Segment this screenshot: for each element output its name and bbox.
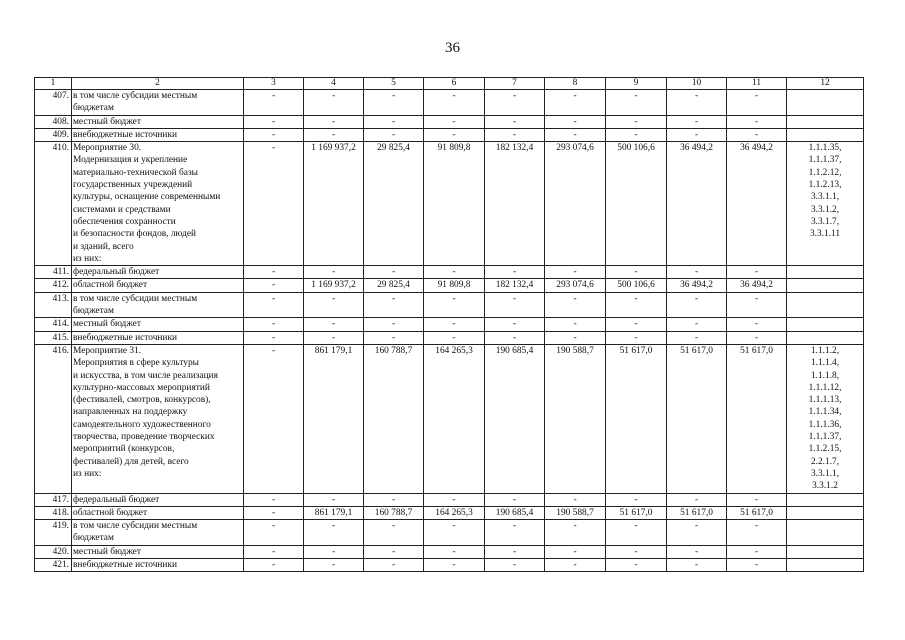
table-row	[35, 520, 864, 546]
column-number-row	[35, 78, 864, 90]
indicator-ref: 1.1.1.34,	[808, 407, 842, 418]
description-line: обеспечения сохранности	[73, 216, 176, 227]
description-line: Мероприятие 31.	[73, 345, 142, 356]
description-line: фестивалей) для детей, всего	[73, 456, 189, 467]
value-cell: -	[727, 520, 787, 546]
indicator-ref: 3.3.1.7,	[810, 216, 840, 227]
value-cell: 190 588,7	[545, 506, 606, 519]
value-cell: -	[485, 545, 545, 558]
indicator-refs	[787, 558, 864, 571]
value-cell: -	[727, 266, 787, 279]
description-line: культуры, оснащение современными	[73, 192, 221, 203]
value-cell: -	[727, 115, 787, 128]
row-number: 410.	[35, 142, 72, 266]
row-number: 414.	[35, 318, 72, 331]
value-cell: 160 788,7	[364, 344, 424, 493]
value-cell: 91 809,8	[424, 279, 485, 292]
description-line: государственных учреждений	[73, 180, 193, 191]
value-cell: -	[304, 90, 364, 116]
table-row	[35, 90, 864, 116]
value-cell: 861 179,1	[304, 506, 364, 519]
value-cell: -	[727, 128, 787, 141]
indicator-ref: 1.1.2.13,	[808, 180, 842, 191]
row-number: 418.	[35, 506, 72, 519]
description-line: внебюджетные источники	[73, 332, 178, 343]
indicator-refs	[787, 142, 864, 266]
value-cell: -	[606, 545, 667, 558]
description-line: и искусства, в том числе реализация	[73, 370, 218, 381]
description-line: местный бюджет	[73, 546, 141, 557]
indicator-ref: 3.3.1.2,	[810, 204, 840, 215]
value-cell: -	[244, 128, 304, 141]
value-cell: -	[364, 292, 424, 318]
value-cell: 51 617,0	[667, 506, 727, 519]
column-header: 2	[72, 78, 244, 90]
value-cell: -	[545, 128, 606, 141]
value-cell: -	[545, 545, 606, 558]
indicator-ref: 2.2.1.7,	[810, 456, 840, 467]
row-number: 417.	[35, 493, 72, 506]
indicator-ref: 1.1.1.12,	[808, 382, 842, 393]
value-cell: -	[244, 331, 304, 344]
value-cell: -	[667, 520, 727, 546]
table-row	[35, 331, 864, 344]
description-line: творчества, проведение творческих	[73, 432, 215, 443]
column-header: 9	[606, 78, 667, 90]
value-cell: -	[304, 520, 364, 546]
value-cell: -	[606, 493, 667, 506]
value-cell: 164 265,3	[424, 344, 485, 493]
value-cell: -	[545, 90, 606, 116]
value-cell: -	[545, 115, 606, 128]
value-cell: -	[606, 128, 667, 141]
value-cell: -	[364, 128, 424, 141]
indicator-ref: 3.3.1.1,	[810, 192, 840, 203]
value-cell: -	[485, 266, 545, 279]
value-cell: -	[667, 493, 727, 506]
value-cell: -	[727, 493, 787, 506]
value-cell: -	[424, 558, 485, 571]
value-cell: 190 588,7	[545, 344, 606, 493]
table-row	[35, 493, 864, 506]
table-row	[35, 279, 864, 292]
value-cell: -	[424, 318, 485, 331]
value-cell: -	[606, 266, 667, 279]
value-cell: 1 169 937,2	[304, 142, 364, 266]
value-cell: -	[244, 266, 304, 279]
table-row	[35, 128, 864, 141]
value-cell: -	[727, 90, 787, 116]
indicator-ref: 3.3.1.1,	[810, 468, 840, 479]
table-row	[35, 142, 864, 266]
value-cell: -	[364, 493, 424, 506]
value-cell: -	[545, 520, 606, 546]
indicator-ref: 3.3.1.11	[809, 229, 841, 240]
value-cell: -	[667, 115, 727, 128]
value-cell: -	[545, 318, 606, 331]
description-line: Модернизация и укрепление	[73, 155, 188, 166]
value-cell: 51 617,0	[606, 344, 667, 493]
indicator-ref: 1.1.1.36,	[808, 419, 842, 430]
value-cell: -	[727, 545, 787, 558]
page-number: 36	[445, 40, 460, 56]
value-cell: -	[727, 558, 787, 571]
value-cell: -	[244, 493, 304, 506]
value-cell: -	[424, 115, 485, 128]
value-cell: -	[545, 331, 606, 344]
row-description	[72, 318, 244, 331]
value-cell: -	[244, 90, 304, 116]
value-cell: -	[244, 318, 304, 331]
value-cell: -	[667, 558, 727, 571]
value-cell: -	[606, 558, 667, 571]
description-line: бюджетам	[73, 103, 114, 114]
value-cell: -	[304, 115, 364, 128]
value-cell: -	[424, 331, 485, 344]
value-cell: 190 685,4	[485, 344, 545, 493]
value-cell: -	[606, 331, 667, 344]
value-cell: -	[727, 292, 787, 318]
value-cell: -	[424, 520, 485, 546]
column-header: 10	[667, 78, 727, 90]
description-line: из них:	[73, 253, 102, 264]
description-line: самодеятельного художественного	[73, 419, 211, 430]
value-cell: -	[304, 493, 364, 506]
indicator-ref: 1.1.2.12,	[808, 167, 842, 178]
value-cell: -	[304, 128, 364, 141]
table-row	[35, 318, 864, 331]
value-cell: -	[485, 520, 545, 546]
description-line: мероприятий (конкурсов,	[73, 444, 175, 455]
value-cell: 164 265,3	[424, 506, 485, 519]
value-cell: -	[244, 292, 304, 318]
row-number: 420.	[35, 545, 72, 558]
description-line: системами и средствами	[73, 204, 171, 215]
value-cell: -	[244, 506, 304, 519]
value-cell: 500 106,6	[606, 142, 667, 266]
value-cell: -	[244, 558, 304, 571]
indicator-refs	[787, 115, 864, 128]
value-cell: -	[667, 266, 727, 279]
row-number: 419.	[35, 520, 72, 546]
indicator-refs	[787, 90, 864, 116]
indicator-ref: 1.1.1.37,	[808, 432, 842, 443]
value-cell: 29 825,4	[364, 279, 424, 292]
description-line: материально-технической базы	[73, 167, 198, 178]
value-cell: -	[364, 520, 424, 546]
column-header: 11	[727, 78, 787, 90]
value-cell: -	[667, 90, 727, 116]
value-cell: -	[606, 520, 667, 546]
row-description	[72, 520, 244, 546]
row-description	[72, 266, 244, 279]
row-number: 415.	[35, 331, 72, 344]
value-cell: -	[244, 115, 304, 128]
indicator-refs	[787, 266, 864, 279]
description-line: местный бюджет	[73, 116, 141, 127]
value-cell: -	[304, 266, 364, 279]
value-cell: -	[485, 90, 545, 116]
row-description	[72, 292, 244, 318]
description-line: бюджетам	[73, 306, 114, 317]
row-description	[72, 128, 244, 141]
indicator-ref: 1.1.1.37,	[808, 155, 842, 166]
row-number: 407.	[35, 90, 72, 116]
value-cell: -	[606, 115, 667, 128]
row-description	[72, 545, 244, 558]
value-cell: -	[606, 318, 667, 331]
value-cell: -	[485, 558, 545, 571]
description-line: (фестивалей, смотров, конкурсов),	[73, 395, 211, 406]
row-description	[72, 493, 244, 506]
value-cell: -	[485, 318, 545, 331]
value-cell: -	[244, 545, 304, 558]
indicator-refs	[787, 344, 864, 493]
value-cell: 500 106,6	[606, 279, 667, 292]
description-line: внебюджетные источники	[73, 559, 178, 570]
indicator-ref: 1.1.1.2,	[810, 345, 840, 356]
value-cell: -	[485, 115, 545, 128]
value-cell: -	[545, 292, 606, 318]
table-row	[35, 344, 864, 493]
description-line: Мероприятие 30.	[73, 143, 142, 154]
column-header: 12	[787, 78, 864, 90]
indicator-refs	[787, 506, 864, 519]
indicator-ref: 1.1.1.8,	[810, 370, 840, 381]
value-cell: 36 494,2	[727, 142, 787, 266]
description-line: и зданий, всего	[73, 241, 134, 252]
value-cell: -	[364, 115, 424, 128]
value-cell: -	[485, 493, 545, 506]
indicator-refs	[787, 520, 864, 546]
value-cell: -	[424, 493, 485, 506]
row-description	[72, 115, 244, 128]
description-line: в том числе субсидии местным	[73, 293, 198, 304]
indicator-refs	[787, 279, 864, 292]
description-line: федеральный бюджет	[73, 267, 160, 278]
description-line: в том числе субсидии местным	[73, 91, 198, 101]
indicator-refs	[787, 331, 864, 344]
value-cell: -	[424, 266, 485, 279]
value-cell: -	[485, 128, 545, 141]
value-cell: -	[667, 318, 727, 331]
description-line: бюджетам	[73, 533, 114, 544]
value-cell: 51 617,0	[606, 506, 667, 519]
row-description	[72, 331, 244, 344]
value-cell: -	[304, 558, 364, 571]
table-row	[35, 558, 864, 571]
description-line: и безопасности фондов, людей	[73, 229, 197, 240]
table-row	[35, 266, 864, 279]
value-cell: 182 132,4	[485, 279, 545, 292]
value-cell: -	[304, 331, 364, 344]
value-cell: -	[485, 292, 545, 318]
value-cell: -	[727, 331, 787, 344]
indicator-refs	[787, 493, 864, 506]
value-cell: -	[545, 266, 606, 279]
value-cell: -	[667, 545, 727, 558]
description-line: областной бюджет	[73, 280, 148, 291]
value-cell: 51 617,0	[667, 344, 727, 493]
indicator-ref: 1.1.1.4,	[810, 358, 840, 369]
indicator-refs	[787, 318, 864, 331]
indicator-ref: 1.1.1.13,	[808, 395, 842, 406]
value-cell: -	[304, 318, 364, 331]
value-cell: 160 788,7	[364, 506, 424, 519]
column-header: 6	[424, 78, 485, 90]
value-cell: -	[424, 128, 485, 141]
column-header: 5	[364, 78, 424, 90]
value-cell: -	[545, 558, 606, 571]
row-description	[72, 279, 244, 292]
row-number: 421.	[35, 558, 72, 571]
column-header: 8	[545, 78, 606, 90]
value-cell: -	[424, 90, 485, 116]
value-cell: -	[304, 545, 364, 558]
description-line: направленных на поддержку	[73, 407, 188, 418]
column-header: 7	[485, 78, 545, 90]
value-cell: 36 494,2	[667, 279, 727, 292]
value-cell: -	[304, 292, 364, 318]
indicator-refs	[787, 545, 864, 558]
value-cell: 182 132,4	[485, 142, 545, 266]
indicator-ref: 1.1.1.35,	[808, 143, 842, 154]
table-row	[35, 115, 864, 128]
row-number: 409.	[35, 128, 72, 141]
value-cell: 29 825,4	[364, 142, 424, 266]
value-cell: 36 494,2	[667, 142, 727, 266]
column-header: 4	[304, 78, 364, 90]
indicator-refs	[787, 292, 864, 318]
table-body	[35, 90, 864, 572]
value-cell: -	[424, 545, 485, 558]
budget-table	[34, 77, 864, 572]
value-cell: 861 179,1	[304, 344, 364, 493]
value-cell: -	[545, 493, 606, 506]
value-cell: 293 074,6	[545, 279, 606, 292]
value-cell: 51 617,0	[727, 506, 787, 519]
description-line: местный бюджет	[73, 319, 141, 330]
value-cell: 36 494,2	[727, 279, 787, 292]
value-cell: -	[244, 142, 304, 266]
table-row	[35, 506, 864, 519]
column-header: 3	[244, 78, 304, 90]
description-line: внебюджетные источники	[73, 129, 178, 140]
value-cell: -	[364, 318, 424, 331]
description-line: культурно-массовых мероприятий	[73, 382, 210, 393]
value-cell: -	[727, 318, 787, 331]
indicator-refs	[787, 128, 864, 141]
table-row	[35, 545, 864, 558]
row-description	[72, 90, 244, 116]
value-cell: -	[485, 331, 545, 344]
value-cell: 1 169 937,2	[304, 279, 364, 292]
row-number: 416.	[35, 344, 72, 493]
value-cell: -	[606, 90, 667, 116]
row-description	[72, 506, 244, 519]
indicator-ref: 1.1.2.15,	[808, 444, 842, 455]
value-cell: -	[364, 558, 424, 571]
row-description	[72, 142, 244, 266]
value-cell: -	[606, 292, 667, 318]
value-cell: -	[667, 331, 727, 344]
description-line: Мероприятия в сфере культуры	[73, 358, 199, 369]
row-number: 412.	[35, 279, 72, 292]
row-description	[72, 558, 244, 571]
column-header: 1	[35, 78, 72, 90]
description-line: федеральный бюджет	[73, 494, 160, 505]
value-cell: -	[364, 266, 424, 279]
value-cell: -	[244, 520, 304, 546]
indicator-ref: 3.3.1.2	[812, 481, 838, 492]
value-cell: -	[364, 545, 424, 558]
row-description	[72, 344, 244, 493]
row-number: 411.	[35, 266, 72, 279]
value-cell: -	[667, 292, 727, 318]
description-line: в том числе субсидии местным	[73, 521, 198, 532]
value-cell: -	[667, 128, 727, 141]
description-line: областной бюджет	[73, 507, 148, 518]
value-cell: 91 809,8	[424, 142, 485, 266]
value-cell: 51 617,0	[727, 344, 787, 493]
value-cell: -	[244, 344, 304, 493]
row-number: 408.	[35, 115, 72, 128]
value-cell: -	[244, 279, 304, 292]
value-cell: 293 074,6	[545, 142, 606, 266]
value-cell: 190 685,4	[485, 506, 545, 519]
value-cell: -	[424, 292, 485, 318]
row-number: 413.	[35, 292, 72, 318]
description-line: из них:	[73, 468, 102, 479]
table-row	[35, 292, 864, 318]
value-cell: -	[364, 90, 424, 116]
value-cell: -	[364, 331, 424, 344]
